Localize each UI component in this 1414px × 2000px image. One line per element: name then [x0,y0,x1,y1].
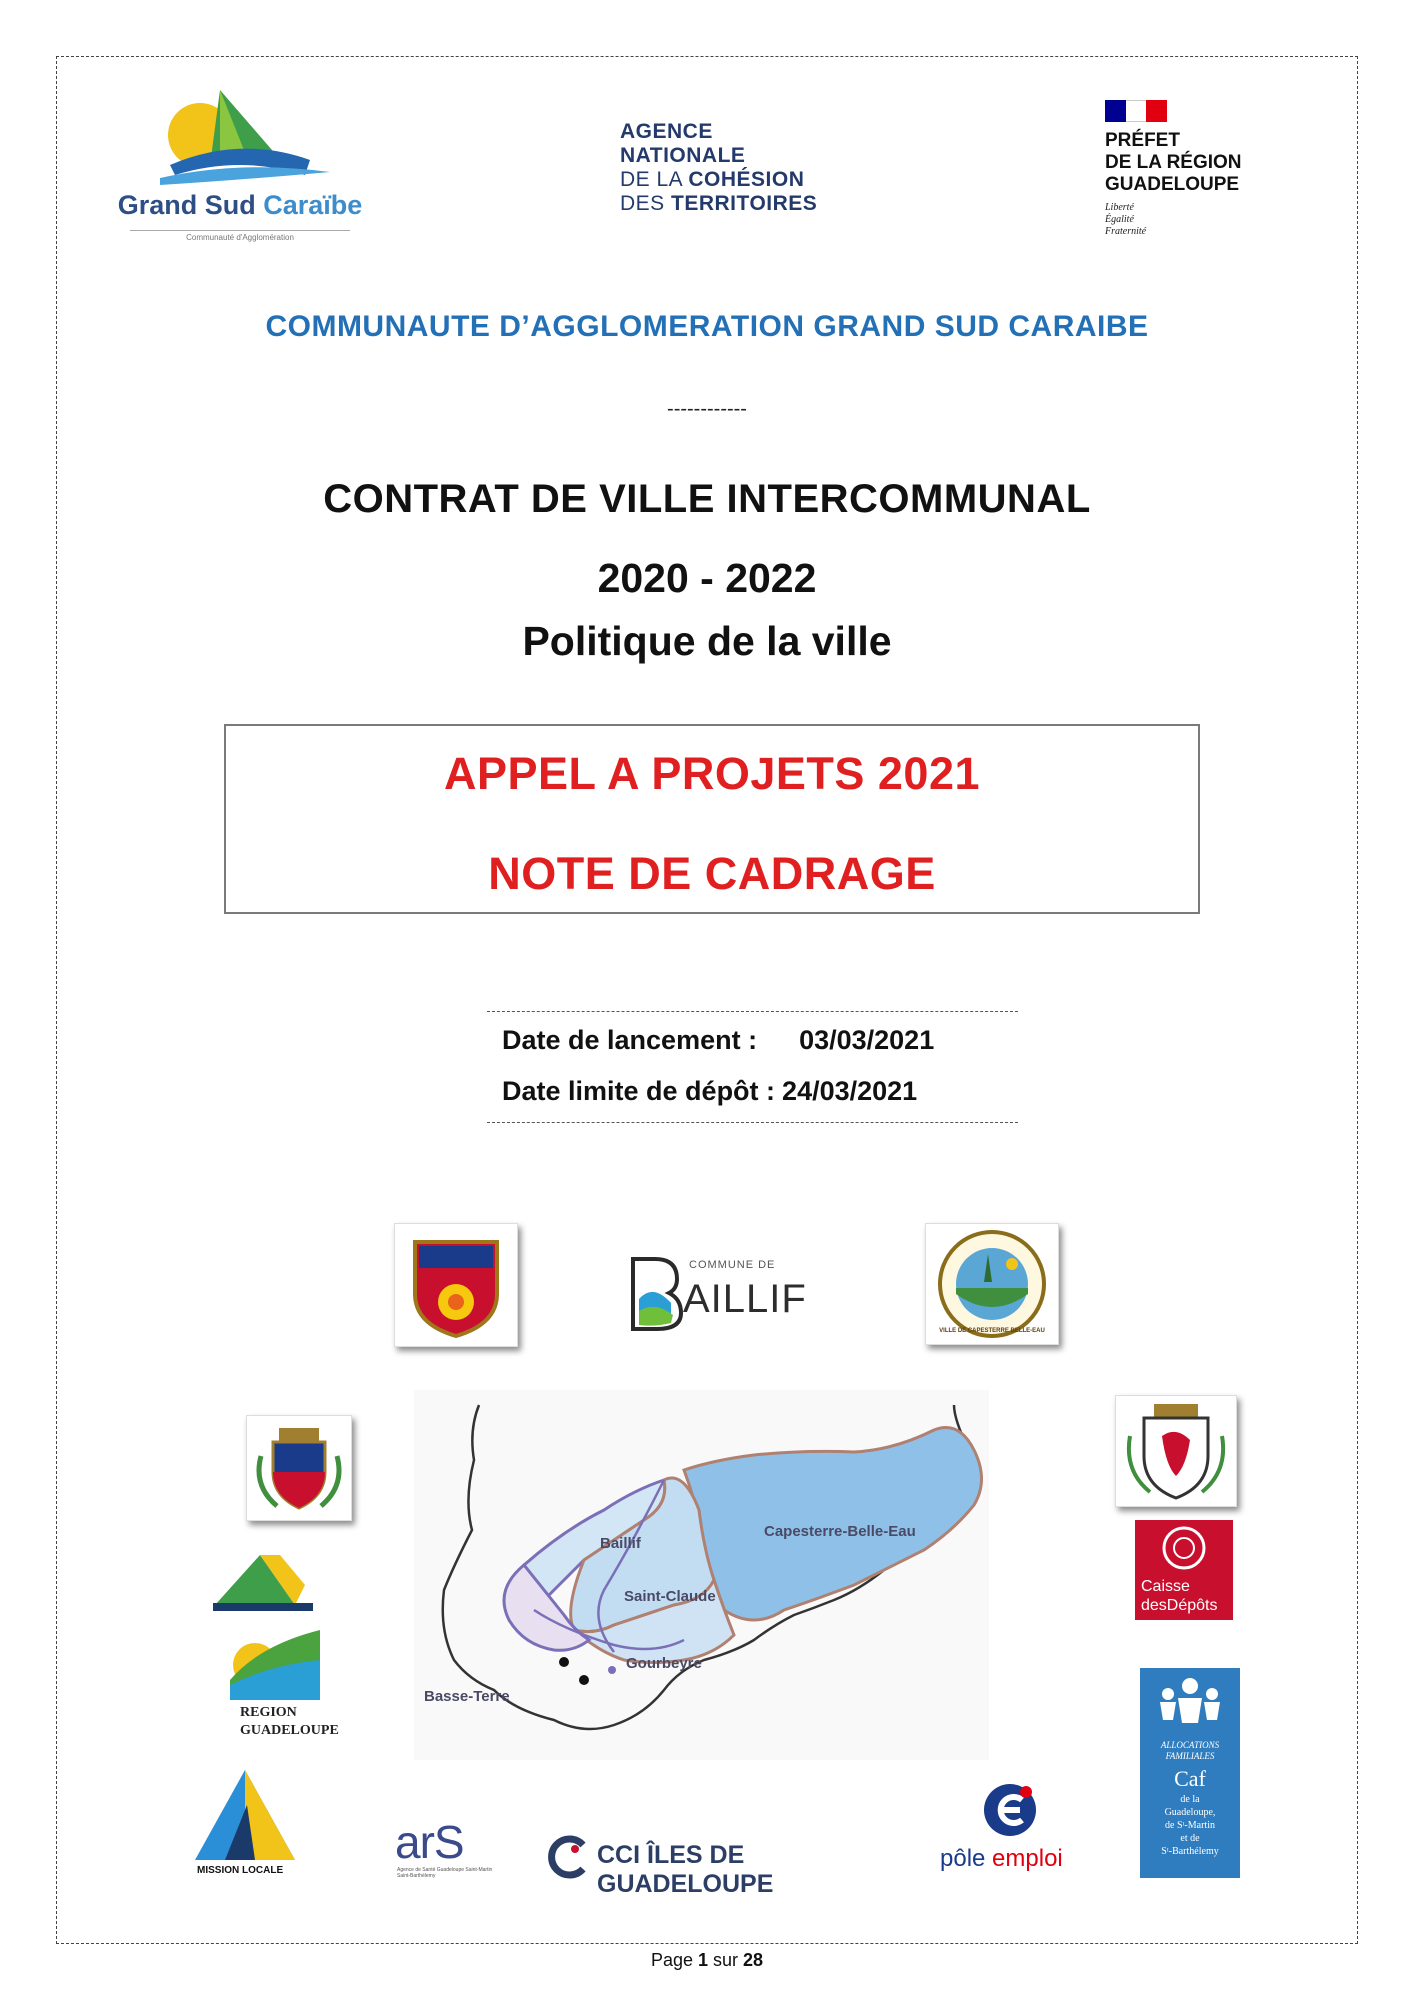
anct-line: DES TERRITOIRES [620,192,818,215]
contract-years: 2020 - 2022 [597,555,817,601]
contract-title: CONTRAT DE VILLE INTERCOMMUNAL [323,477,1091,521]
prefet-line: PRÉFET [1105,130,1180,151]
call-for-projects-box [224,724,1200,914]
deadline-label: Date limite de dépôt : [502,1076,776,1106]
ars-name: arS [395,1816,464,1868]
call-for-projects-title: APPEL A PROJETS 2021 [443,748,981,799]
family-icon [1140,1668,1240,1738]
region-line1: REGION [240,1705,297,1720]
french-flag-icon [1105,100,1167,122]
prefet-line: DE LA RÉGION [1105,152,1242,173]
cci-c-icon [545,1835,589,1879]
caf-line6: de Sᵗ-Martin [1165,1820,1215,1831]
cci-name: CCI ÎLES DE GUADELOUPE [597,1841,774,1898]
ars-logo [395,1815,515,1885]
anct-logo [620,120,880,216]
sail-icon [185,1765,310,1870]
caisse-depots-line2: desDépôts [1141,1597,1218,1614]
mission-locale-logo [185,1765,310,1885]
sailboat-sun-icon [100,80,380,190]
caf-line1: ALLOCATIONS [1160,1740,1220,1750]
map-label-saint-claude: Saint-Claude [624,1588,716,1605]
caf-line8: Sᵗ-Barthélemy [1161,1846,1219,1857]
grand-sud-caraibe-name: Grand Sud Caraïbe [117,190,363,220]
devise-fraternite: Fraternité [1105,226,1147,237]
mission-locale-label: MISSION LOCALE [197,1865,284,1876]
page-number: 1 [697,1950,708,1970]
map-label-gourbeyre: Gourbeyre [626,1655,702,1672]
grand-sud-caraibe-logo [100,80,380,260]
pole-emploi-name: pôle emploi [940,1845,1063,1872]
caf-line7: et de [1180,1833,1200,1844]
devise-egalite: Égalité [1105,214,1134,225]
caf-logo [1140,1668,1240,1878]
crest-icon [1116,1396,1236,1506]
framing-note-title: NOTE DE CADRAGE [488,848,936,899]
ars-subtitle: Agence de Santé Guadeloupe Saint-Martin Saint-Barthélemy [397,1867,493,1879]
crest-icon [395,1224,517,1346]
region-sun-icon [210,1625,325,1705]
policy-title: Politique de la ville [522,618,892,664]
cci-logo [545,1833,915,1898]
crest-icon [247,1416,351,1520]
page-total: 28 [743,1950,764,1970]
basse-terre-crest-logo [246,1415,352,1521]
pole-emploi-logo [940,1780,1080,1880]
municipal-crest-logo [394,1223,518,1347]
pole-emploi-e-icon [980,1780,1040,1840]
launch-date-label: Date de lancement : [502,1025,758,1055]
seal-icon [926,1224,1058,1344]
region-line2: GUADELOUPE [240,1723,339,1738]
map-label-capesterre: Capesterre-Belle-Eau [764,1523,916,1540]
prefet-logo [1105,100,1305,238]
anct-line: DE LA COHÉSION [620,168,805,191]
anct-line: NATIONALE [620,144,746,167]
mountain-logo [205,1545,325,1615]
caisse-depots-emblem-icon [1135,1520,1233,1576]
capesterre-seal-logo [925,1223,1059,1345]
separator: ------------ [667,398,747,420]
agglomeration-title: COMMUNAUTE D’AGGLOMERATION GRAND SUD CARAIBE [265,310,1149,343]
page-footer: Page 1 sur 28 [650,1950,764,1970]
caf-line5: Guadeloupe, [1164,1807,1216,1818]
caisse-depots-logo [1135,1520,1233,1620]
devise-liberte: Liberté [1105,202,1134,213]
baillif-name: AILLIF [683,1277,807,1321]
caf-name: Caf [1174,1766,1206,1791]
region-guadeloupe-logo [210,1625,339,1755]
deadline-value: 24/03/2021 [782,1076,918,1106]
gourbeyre-crest-logo [1115,1395,1237,1507]
launch-date-row [502,1025,934,1056]
caf-line4: de la [1180,1794,1200,1805]
caisse-depots-line1: Caisse [1141,1578,1190,1595]
map-label-basse-terre: Basse-Terre [424,1688,510,1705]
baillif-b-icon [625,1253,685,1331]
caf-line2: FAMILIALES [1165,1751,1215,1761]
mountain-icon [205,1545,325,1615]
baillif-logo [625,1253,807,1331]
grand-sud-caraibe-subtitle: Communauté d'Agglomération [130,230,350,242]
dates-block [487,1011,1018,1123]
deadline-row [502,1076,917,1107]
launch-date-value: 03/03/2021 [799,1025,935,1055]
seal-ring-text: VILLE DE CAPESTERRE BELLE-EAU [939,1328,1045,1334]
map-label-baillif: Baillif [600,1535,641,1552]
territory-map [414,1390,989,1760]
baillif-commune-label: COMMUNE DE [689,1259,776,1271]
anct-line: AGENCE [620,120,713,143]
prefet-line: GUADELOUPE [1105,174,1240,195]
